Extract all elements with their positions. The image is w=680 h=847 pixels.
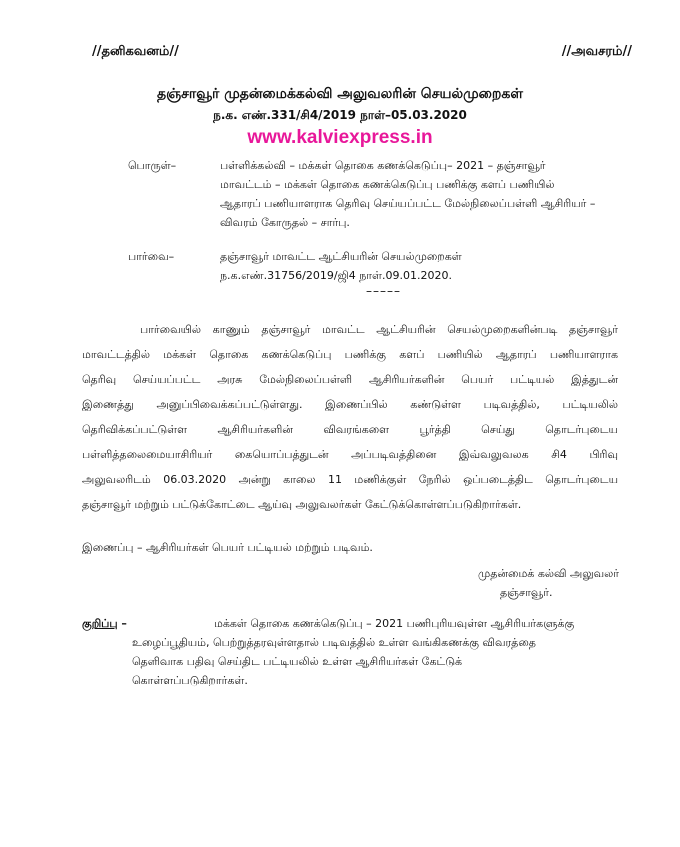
body-line: மாவட்டத்தில் மக்கள் தொகை கணக்கெடுப்பு பணிக்கு களப் பணியில் ஆதாரப் பணியாளராக	[82, 348, 618, 361]
note-dash: –	[117, 617, 127, 630]
note-text	[132, 614, 652, 690]
note-line: தெளிவாக பதிவு செய்திட பட்டியலில் உள்ள ஆசிரியர்கள் கேட்டுக்	[132, 655, 463, 668]
subject-text	[220, 156, 640, 232]
body-line: தஞ்சாவூர் மற்றும் பட்டுக்கோட்டை ஆய்வு அலுவலர்கள் கேட்டுக்கொள்ளப்படுகிறார்கள்.	[82, 498, 522, 511]
note-label	[82, 614, 127, 633]
note-label-text: குறிப்பு	[82, 617, 118, 630]
reference-text	[220, 247, 640, 285]
subject-label: பொருள்–	[128, 159, 177, 172]
subject-line: பள்ளிக்கல்வி – மக்கள் தொகை கணக்கெடுப்பு– 2021 – தஞ்சாவூர்	[220, 159, 546, 172]
body-line: தெரிவிக்கப்பட்டுள்ள ஆசிரியர்களின் விவரங்களை பூர்த்தி செய்து தொடர்புடைய	[82, 423, 618, 436]
subject-line: ஆதாரப் பணியாளராக தெரிவு செய்யப்பட்ட மேல்நிலைப்பள்ளி ஆசிரியர் –	[220, 197, 596, 210]
separator-line: –––––	[366, 284, 401, 298]
signatory-designation: முதன்மைக் கல்வி அலுவலர்	[478, 567, 619, 580]
note-line: கொள்ளப்படுகிறார்கள்.	[132, 674, 248, 687]
reference-number: ந.க. எண்.331/சி4/2019 நாள்–05.03.2020	[213, 108, 467, 122]
reference-label: பார்வை–	[128, 250, 175, 263]
reference-line: தஞ்சாவூர் மாவட்ட ஆட்சியரின் செயல்முறைகள்	[220, 250, 462, 263]
note-line: மக்கள் தொகை கணக்கெடுப்பு – 2021 பணிபுரியவுள்ள ஆசிரியர்களுக்கு	[214, 617, 575, 630]
note-line: உழைப்பூதியம், பெற்றுத்தரவுள்ளதால் படிவத்தில் உள்ள வங்கிகணக்கு விவரத்தை	[132, 636, 536, 649]
body-paragraph	[82, 317, 618, 517]
website-watermark: www.kalviexpress.in	[247, 127, 433, 148]
body-line: இணைத்து அனுப்பிவைக்கப்பட்டுள்ளது. இணைப்பில் கண்டுள்ள படிவத்தில், பட்டியலில்	[82, 398, 618, 411]
body-line: பார்வையில் காணும் தஞ்சாவூர் மாவட்ட ஆட்சியரின் செயல்முறைகளின்படி தஞ்சாவூர்	[140, 323, 618, 336]
subject-line: விவரம் கோருதல் – சார்பு.	[220, 216, 350, 229]
attention-marking: //தனிகவனம்//	[92, 44, 179, 59]
reference-line: ந.க.எண்.31756/2019/ஜி4 நாள்.09.01.2020.	[220, 269, 452, 282]
signatory-place: தஞ்சாவூர்.	[500, 586, 553, 599]
body-line: தெரிவு செய்யப்பட்ட அரசு மேல்நிலைப்பள்ளி ஆசிரியர்களின் பெயர் பட்டியல் இத்துடன்	[82, 373, 618, 386]
body-line: பள்ளித்தலைமையாசிரியர் கையொப்பத்துடன் அப்படிவத்தினை இவ்வலுவலக சி4 பிரிவு	[82, 448, 618, 461]
subject-line: மாவட்டம் – மக்கள் தொகை கணக்கெடுப்பு பணிக்கு களப் பணியில்	[220, 178, 555, 191]
enclosure-line: இணைப்பு – ஆசிரியர்கள் பெயர் பட்டியல் மற்றும் படிவம்.	[82, 541, 373, 554]
body-line: அலுவலரிடம் 06.03.2020 அன்று காலை 11 மணிக்குள் நேரில் ஒப்படைத்திட தொடர்புடைய	[82, 473, 618, 486]
document-title: தஞ்சாவூர் முதன்மைக்கல்வி அலுவலரின் செயல்முறைகள்	[156, 86, 523, 102]
urgent-marking: //அவசரம்//	[561, 44, 632, 59]
